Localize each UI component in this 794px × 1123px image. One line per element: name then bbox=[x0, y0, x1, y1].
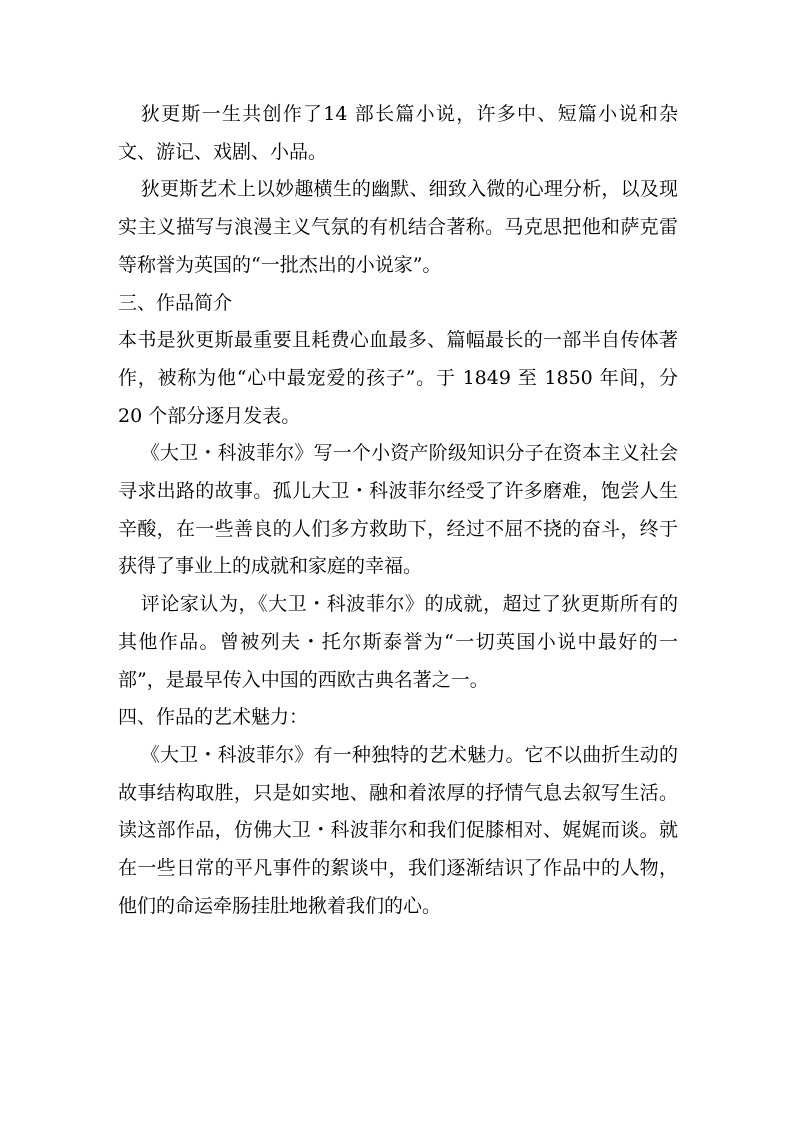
paragraph-art-style: 狄更斯艺术上以妙趣横生的幽默、细致入微的心理分析，以及现实主义描写与浪漫主义气氛的有机结合著称。马克思把他和萨克雷等称誉为英国的“一批杰出的小说家”。 bbox=[118, 178, 678, 276]
section-heading-work-intro: 三、作品简介 bbox=[118, 291, 233, 314]
section-heading-artistic-charm: 四、作品的艺术魅力： bbox=[118, 706, 309, 729]
paragraph-works-count: 狄更斯一生共创作了14 部长篇小说，许多中、短篇小说和杂文、游记、戏剧、小品。 bbox=[118, 103, 678, 163]
paragraph-critical-reception: 评论家认为，《大卫・科波菲尔》的成就，超过了狄更斯所有的其他作品。曾被列夫・托尔斯泰誉为“一切英国小说中最好的一部”，是最早传入中国的西欧古典名著之一。 bbox=[118, 593, 678, 691]
paragraph-book-intro: 本书是狄更斯最重要且耗费心血最多、篇幅最长的一部半自传体著作，被称为他“心中最宠爱的孩子”。于 1849 至 1850 年间，分 20 个部分逐月发表。 bbox=[118, 329, 678, 427]
document-body bbox=[118, 96, 678, 925]
paragraph-artistic-charm: 《大卫・科波菲尔》有一种独特的艺术魅力。它不以曲折生动的故事结构取胜，只是如实地、融和着浓厚的抒情气息去叙写生活。读这部作品，仿佛大卫・科波菲尔和我们促膝相对、娓娓而谈。就在一些日常的平凡事件的絮谈中，我们逐渐结识了作品中的人物，他们的命运牵肠挂肚地揪着我们的心。 bbox=[118, 743, 678, 917]
paragraph-plot-summary: 《大卫・科波菲尔》写一个小资产阶级知识分子在资本主义社会寻求出路的故事。孤儿大卫・科波菲尔经受了许多磨难，饱尝人生辛酸，在一些善良的人们多方救助下，经过不屈不挠的奋斗，终于获得了事业上的成就和家庭的幸福。 bbox=[118, 442, 678, 578]
